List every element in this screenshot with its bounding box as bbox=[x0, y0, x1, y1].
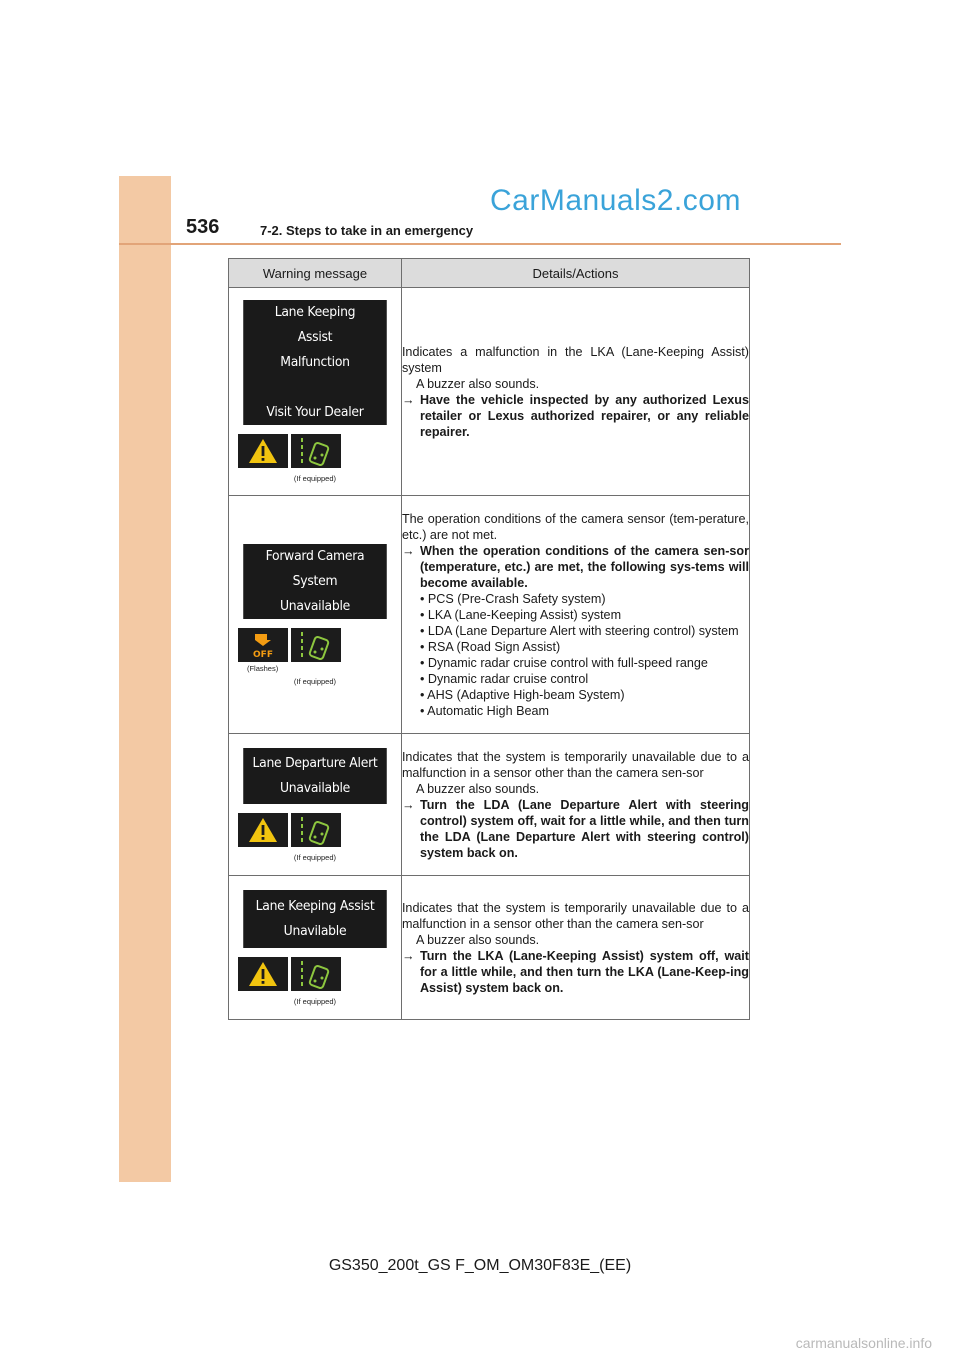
display-line: Lane Keeping bbox=[274, 304, 356, 320]
detail-text: Indicates a malfunction in the LKA (Lane-Keeping Assist) system bbox=[401, 344, 749, 375]
table-row bbox=[229, 734, 750, 876]
table-row bbox=[229, 876, 750, 1020]
equipment-note: (If equipped) bbox=[293, 852, 337, 862]
detail-text: A buzzer also sounds. bbox=[415, 781, 540, 796]
list-item-text: LDA (Lane Departure Alert with steering control) system bbox=[427, 623, 739, 638]
warning-message-table bbox=[228, 258, 750, 1020]
watermark: CarManuals2.com bbox=[490, 184, 741, 217]
bullet-icon: • bbox=[419, 687, 425, 702]
bullet-icon: • bbox=[419, 655, 425, 670]
table-row bbox=[229, 288, 750, 496]
indicator-icons bbox=[237, 434, 393, 468]
list-item bbox=[402, 671, 749, 687]
list-item-text: Dynamic radar cruise control bbox=[427, 671, 589, 686]
column-header-message: Warning message bbox=[229, 259, 402, 288]
flash-note: (Flashes) bbox=[246, 663, 279, 673]
table-row bbox=[229, 496, 750, 734]
table-header-row bbox=[229, 259, 750, 288]
equipment-note: (If equipped) bbox=[293, 676, 337, 686]
bullet-icon: • bbox=[419, 591, 425, 606]
action-item bbox=[402, 392, 749, 440]
details-cell bbox=[401, 876, 749, 1020]
action-item bbox=[402, 948, 749, 996]
list-item-text: RSA (Road Sign Assist) bbox=[427, 639, 561, 654]
display-line: System bbox=[292, 572, 338, 589]
lane-departure-alert-icon bbox=[291, 628, 341, 662]
warning-message-cell bbox=[229, 496, 402, 734]
list-item bbox=[402, 639, 749, 655]
display-line: Lane Keeping Assist bbox=[255, 897, 375, 914]
warning-message-cell bbox=[229, 288, 402, 496]
multi-info-display bbox=[243, 748, 387, 804]
indicator-icons bbox=[237, 957, 393, 991]
bullet-icon: • bbox=[419, 607, 425, 622]
indicator-icons bbox=[237, 813, 393, 847]
chapter-sidebar-tab bbox=[119, 176, 171, 1182]
list-item-text: PCS (Pre-Crash Safety system) bbox=[427, 591, 606, 606]
warning-message-cell bbox=[229, 876, 402, 1020]
master-warning-icon bbox=[238, 813, 288, 847]
detail-text: A buzzer also sounds. bbox=[415, 376, 540, 391]
detail-text: The operation conditions of the camera sensor (tem-perature, etc.) are not met. bbox=[401, 511, 749, 542]
display-line: Unavilable bbox=[283, 922, 347, 939]
details-cell bbox=[401, 734, 749, 876]
arrow-icon: → bbox=[401, 392, 415, 407]
action-item bbox=[402, 543, 749, 591]
list-item bbox=[402, 607, 749, 623]
action-text: When the operation conditions of the camera sen-sor (temperature, etc.) are met, the following sys-tems will become available. bbox=[419, 543, 749, 590]
display-line: Lane Departure Alert bbox=[252, 754, 378, 771]
arrow-icon: → bbox=[401, 948, 415, 963]
detail-text: Indicates that the system is temporarily unavailable due to a malfunction in a sensor other than the camera sen-sor bbox=[401, 900, 749, 931]
lane-departure-alert-icon bbox=[291, 957, 341, 991]
list-item bbox=[402, 687, 749, 703]
multi-info-display bbox=[243, 890, 387, 948]
section-title: 7-2. Steps to take in an emergency bbox=[260, 223, 474, 238]
indicator-icons bbox=[237, 628, 393, 662]
display-line: Visit Your Dealer bbox=[266, 404, 364, 420]
detail-text: Indicates that the system is temporarily unavailable due to a malfunction in a sensor other than the camera sen-sor bbox=[401, 749, 749, 780]
multi-info-display bbox=[243, 544, 387, 619]
equipment-note: (If equipped) bbox=[293, 474, 337, 483]
page-number: 536 bbox=[186, 216, 220, 238]
display-blank-line bbox=[243, 375, 387, 400]
multi-info-display bbox=[243, 300, 387, 425]
list-item-text: LKA (Lane-Keeping Assist) system bbox=[427, 607, 622, 622]
master-warning-icon bbox=[238, 434, 288, 468]
arrow-icon: → bbox=[401, 797, 415, 812]
list-item bbox=[402, 623, 749, 639]
list-item bbox=[402, 591, 749, 607]
off-label: OFF bbox=[252, 649, 273, 660]
footer-code: GS350_200t_GS F_OM_OM30F83E_(EE) bbox=[328, 1257, 632, 1274]
list-item bbox=[402, 703, 749, 719]
bullet-icon: • bbox=[419, 623, 425, 638]
column-header-details: Details/Actions bbox=[401, 259, 749, 288]
warning-message-cell bbox=[229, 734, 402, 876]
lane-departure-alert-icon bbox=[291, 434, 341, 468]
arrow-icon: → bbox=[401, 543, 415, 558]
list-item-text: Automatic High Beam bbox=[427, 703, 549, 718]
action-item bbox=[402, 797, 749, 861]
display-line: Forward Camera bbox=[265, 547, 365, 564]
pcs-off-icon bbox=[238, 628, 288, 662]
footer-site: carmanualsonline.info bbox=[795, 1335, 932, 1351]
header-divider bbox=[119, 243, 841, 245]
list-item-text: Dynamic radar cruise control with full-speed range bbox=[427, 655, 708, 670]
details-cell bbox=[401, 288, 749, 496]
master-warning-icon bbox=[238, 957, 288, 991]
bullet-icon: • bbox=[419, 703, 425, 718]
action-text: Have the vehicle inspected by any authorized Lexus retailer or Lexus authorized repairer, or any reliable repairer. bbox=[419, 392, 749, 439]
bullet-icon: • bbox=[419, 671, 425, 686]
display-line: Unavailable bbox=[279, 597, 350, 614]
display-line: Unavailable bbox=[279, 779, 350, 796]
bullet-icon: • bbox=[419, 639, 425, 654]
lane-departure-alert-icon bbox=[291, 813, 341, 847]
action-text: Turn the LDA (Lane Departure Alert with steering control) system off, wait for a little while, and then turn the LDA (Lane Departure Alert with steering control) system back on. bbox=[419, 797, 749, 860]
display-line: Assist bbox=[297, 329, 333, 345]
display-line: Malfunction bbox=[280, 354, 350, 370]
details-cell bbox=[401, 496, 749, 734]
action-text: Turn the LKA (Lane-Keeping Assist) system off, wait for a little while, and then turn the LKA (Lane-Keep-ing Assist) system back on. bbox=[419, 948, 749, 995]
equipment-note: (If equipped) bbox=[293, 996, 337, 1006]
list-item-text: AHS (Adaptive High-beam System) bbox=[427, 687, 625, 702]
list-item bbox=[402, 655, 749, 671]
detail-text: A buzzer also sounds. bbox=[415, 932, 540, 947]
